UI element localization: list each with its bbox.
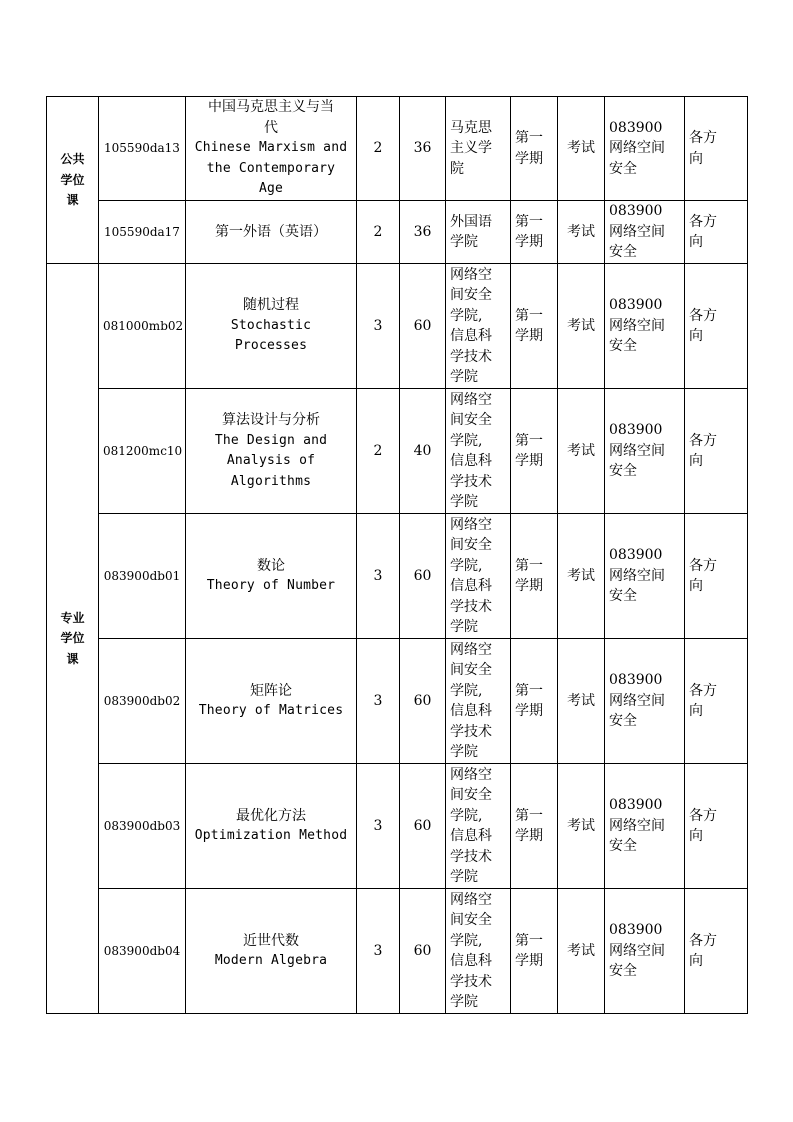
direction: 各方 向	[685, 764, 748, 889]
course-name	[186, 764, 357, 889]
major: 083900 网络空间 安全	[605, 389, 685, 514]
direction: 各方 向	[685, 639, 748, 764]
course-code: 081200mc10	[99, 389, 186, 514]
direction: 各方 向	[685, 201, 748, 264]
assessment: 考试	[558, 201, 605, 264]
hours: 60	[400, 764, 446, 889]
course-name-zh: 算法设计与分析	[222, 412, 320, 428]
course-name	[186, 201, 357, 264]
major: 083900 网络空间 安全	[605, 764, 685, 889]
course-code: 083900db03	[99, 764, 186, 889]
assessment: 考试	[558, 889, 605, 1014]
semester: 第一 学期	[511, 97, 558, 201]
course-name-en: Chinese Marxism and the Contemporary Age	[194, 140, 348, 197]
course-name-zh: 随机过程	[243, 297, 299, 314]
direction: 各方 向	[685, 889, 748, 1014]
table-row	[47, 639, 748, 764]
credits: 3	[357, 639, 400, 764]
course-name-zh: 中国马克思主义与当 代	[208, 99, 334, 136]
course-name-en: The Design and Analysis of Algorithms	[214, 432, 328, 489]
credits: 3	[357, 764, 400, 889]
course-code: 105590da17	[99, 201, 186, 264]
assessment: 考试	[558, 97, 605, 201]
table-row	[47, 97, 748, 201]
semester: 第一 学期	[511, 264, 558, 389]
course-code: 083900db04	[99, 889, 186, 1014]
table-row	[47, 514, 748, 639]
school: 马克思 主义学 院	[446, 97, 511, 201]
school: 网络空 间安全 学院, 信息科 学技术 学院	[446, 639, 511, 764]
course-name	[186, 514, 357, 639]
course-name-zh: 数论	[257, 557, 285, 574]
table-row	[47, 889, 748, 1014]
assessment: 考试	[558, 264, 605, 389]
major: 083900 网络空间 安全	[605, 201, 685, 264]
hours: 60	[400, 264, 446, 389]
credits: 3	[357, 514, 400, 639]
credits: 3	[357, 264, 400, 389]
major: 083900 网络空间 安全	[605, 889, 685, 1014]
course-name-en: Optimization Method	[194, 828, 348, 843]
course-name	[186, 889, 357, 1014]
course-name	[186, 264, 357, 389]
course-name-en: Stochastic Processes	[230, 317, 312, 354]
school: 网络空 间安全 学院, 信息科 学技术 学院	[446, 264, 511, 389]
table-body	[47, 97, 748, 1014]
major: 083900 网络空间 安全	[605, 639, 685, 764]
direction: 各方 向	[685, 514, 748, 639]
category-cell	[47, 97, 99, 264]
course-name	[186, 389, 357, 514]
category-label: 公共 学位 课	[60, 152, 85, 208]
course-name-zh: 第一外语（英语）	[215, 223, 327, 240]
direction: 各方 向	[685, 97, 748, 201]
direction: 各方 向	[685, 389, 748, 514]
course-code: 083900db02	[99, 639, 186, 764]
assessment: 考试	[558, 389, 605, 514]
school: 网络空 间安全 学院, 信息科 学技术 学院	[446, 514, 511, 639]
assessment: 考试	[558, 514, 605, 639]
course-name	[186, 97, 357, 201]
credits: 2	[357, 201, 400, 264]
assessment: 考试	[558, 764, 605, 889]
hours: 36	[400, 201, 446, 264]
semester: 第一 学期	[511, 389, 558, 514]
credits: 3	[357, 889, 400, 1014]
table-row	[47, 764, 748, 889]
semester: 第一 学期	[511, 889, 558, 1014]
major: 083900 网络空间 安全	[605, 514, 685, 639]
major: 083900 网络空间 安全	[605, 264, 685, 389]
school: 网络空 间安全 学院, 信息科 学技术 学院	[446, 764, 511, 889]
course-name-en: Modern Algebra	[214, 953, 328, 968]
hours: 60	[400, 889, 446, 1014]
semester: 第一 学期	[511, 764, 558, 889]
hours: 36	[400, 97, 446, 201]
course-name-en: Theory of Number	[206, 578, 336, 593]
course-name-zh: 矩阵论	[250, 682, 292, 699]
hours: 60	[400, 514, 446, 639]
hours: 40	[400, 389, 446, 514]
course-table	[46, 96, 748, 1014]
credits: 2	[357, 389, 400, 514]
course-name	[186, 639, 357, 764]
school: 外国语 学院	[446, 201, 511, 264]
hours: 60	[400, 639, 446, 764]
table-row	[47, 201, 748, 264]
course-code: 081000mb02	[99, 264, 186, 389]
category-label: 专业 学位 课	[60, 610, 85, 666]
school: 网络空 间安全 学院, 信息科 学技术 学院	[446, 389, 511, 514]
course-code: 105590da13	[99, 97, 186, 201]
semester: 第一 学期	[511, 639, 558, 764]
course-code: 083900db01	[99, 514, 186, 639]
direction: 各方 向	[685, 264, 748, 389]
course-name-en: Theory of Matrices	[198, 703, 344, 718]
credits: 2	[357, 97, 400, 201]
table-row	[47, 389, 748, 514]
course-name-zh: 最优化方法	[236, 807, 306, 824]
semester: 第一 学期	[511, 201, 558, 264]
course-name-zh: 近世代数	[243, 932, 299, 949]
category-cell	[47, 264, 99, 1014]
major: 083900 网络空间 安全	[605, 97, 685, 201]
table-row	[47, 264, 748, 389]
school: 网络空 间安全 学院, 信息科 学技术 学院	[446, 889, 511, 1014]
semester: 第一 学期	[511, 514, 558, 639]
assessment: 考试	[558, 639, 605, 764]
